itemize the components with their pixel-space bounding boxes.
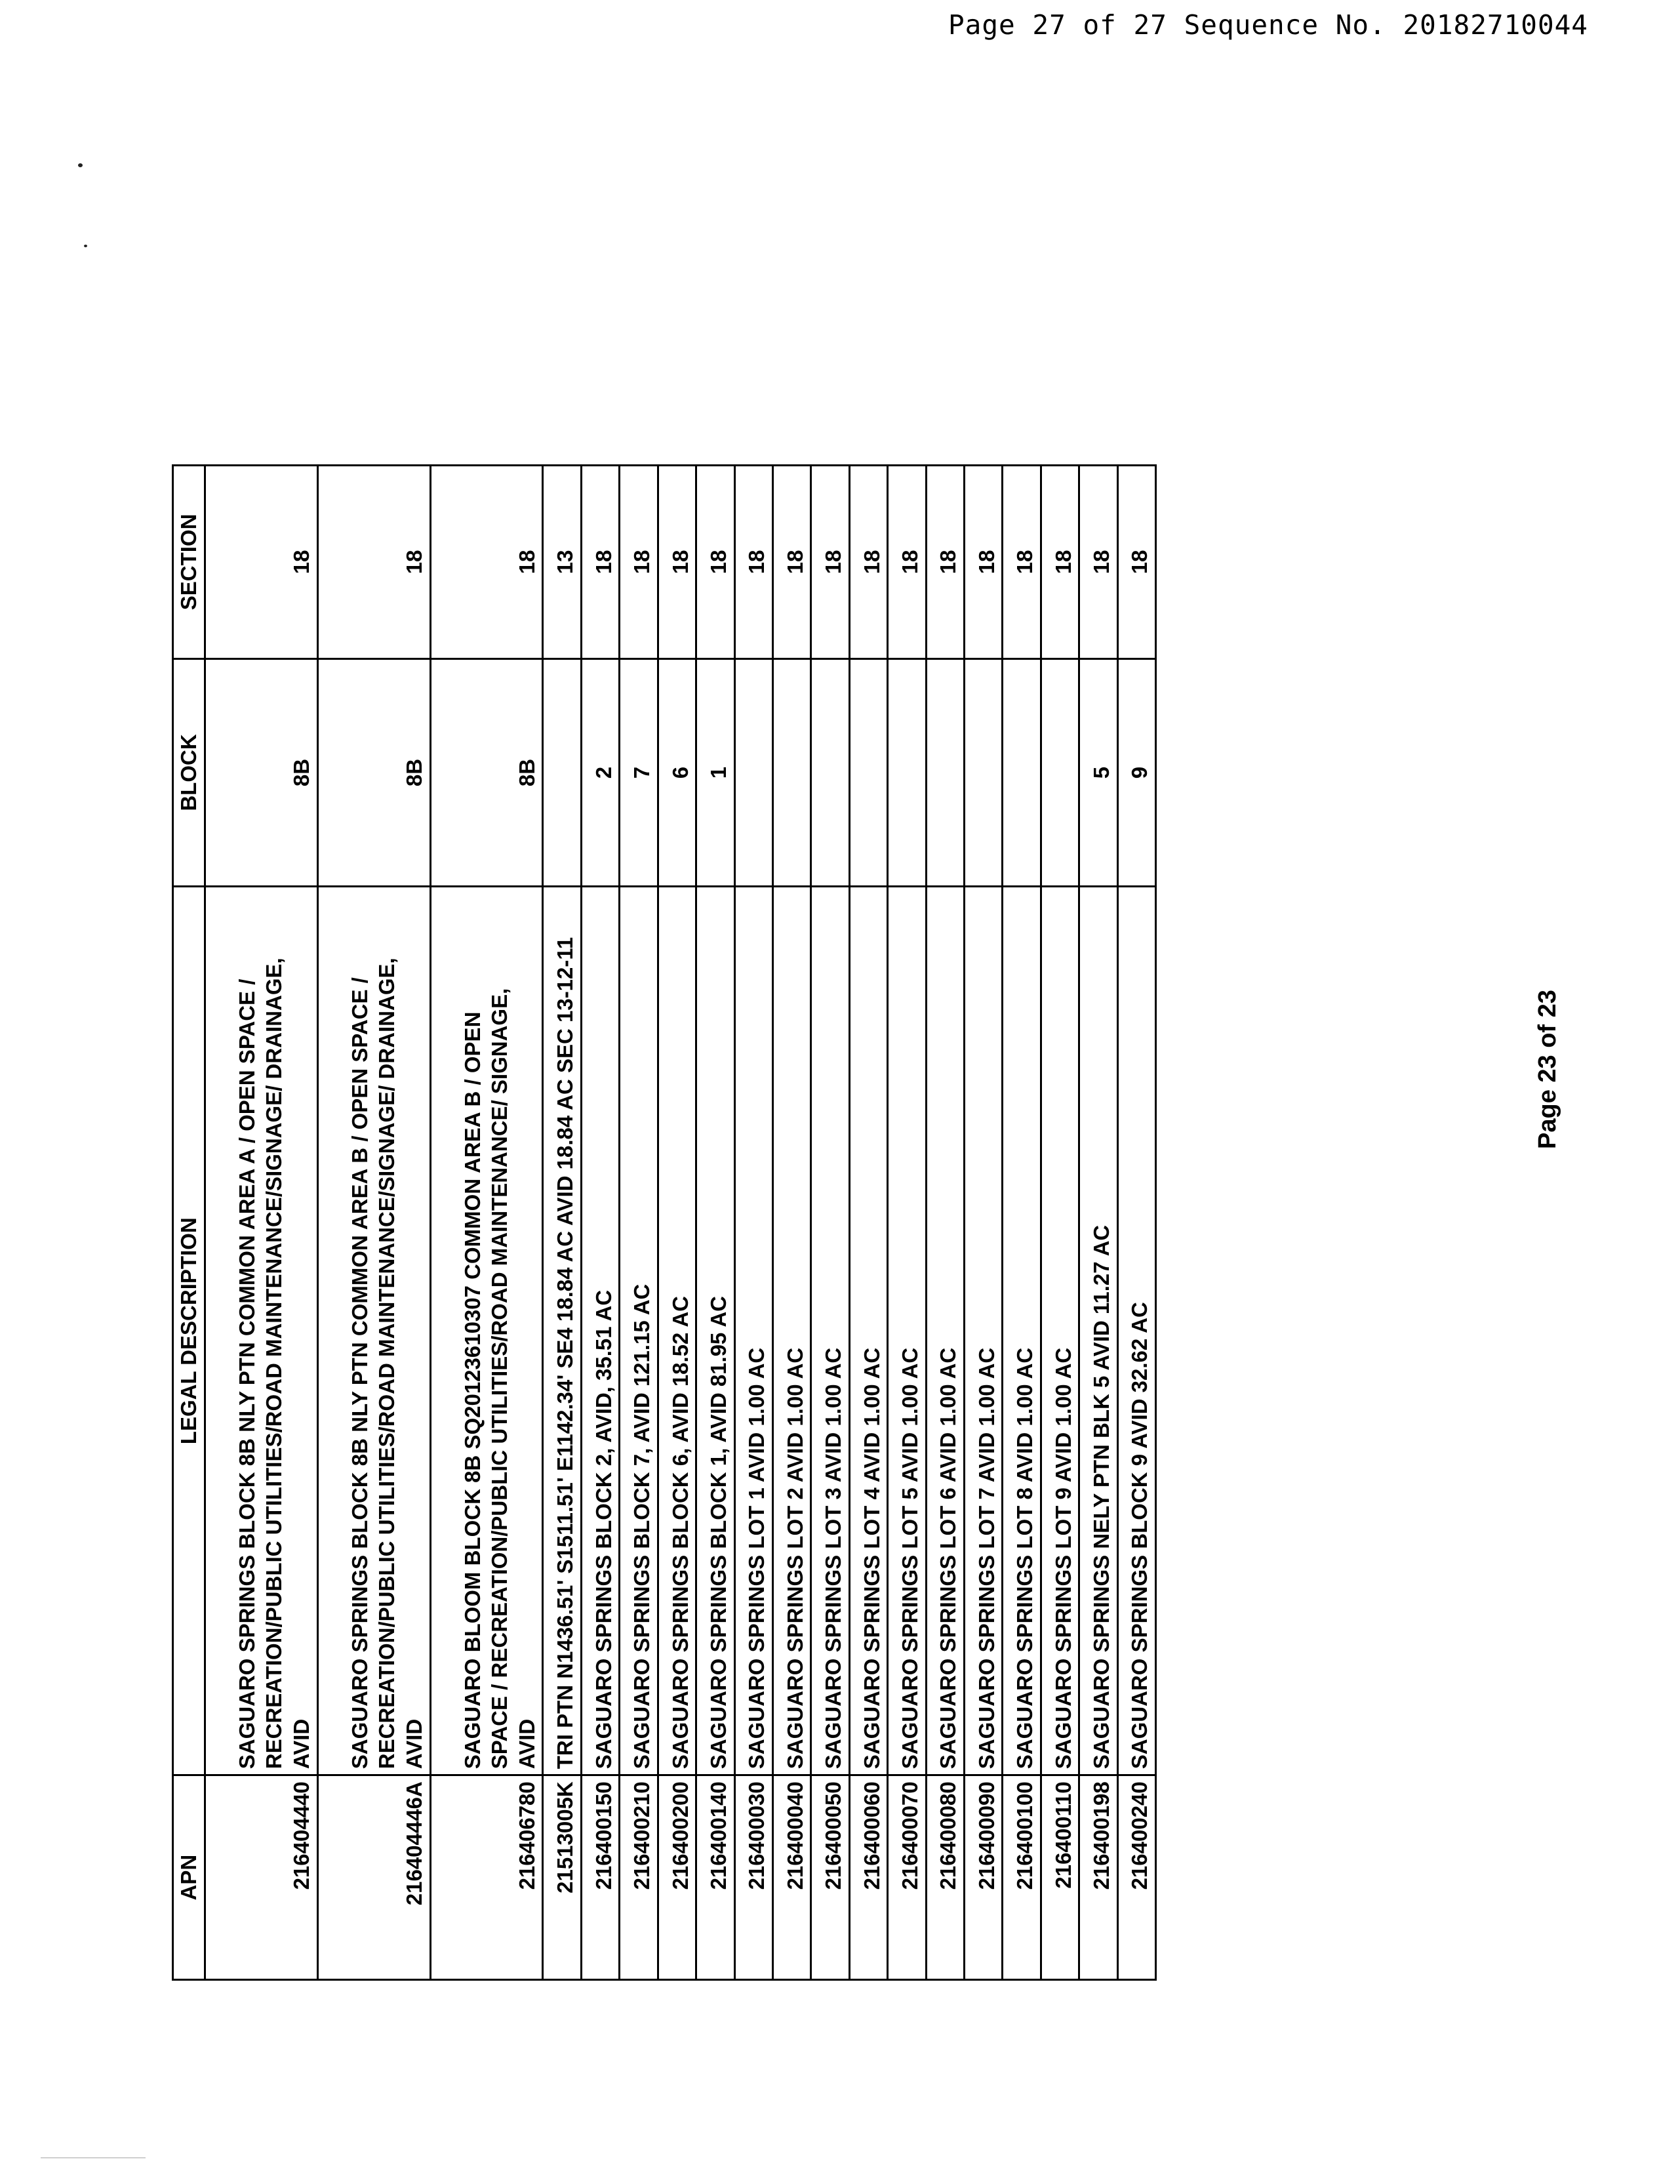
section-cell: 18 — [811, 466, 849, 659]
block-cell — [1041, 658, 1079, 887]
section-cell: 18 — [888, 466, 926, 659]
legal-description-line: SAGUARO SPRINGS BLOCK 9 AVID 32.62 AC — [1127, 1302, 1152, 1769]
section-cell: 13 — [543, 466, 581, 659]
column-header-section: SECTION — [173, 466, 205, 659]
legal-description-line: SAGUARO SPRINGS LOT 5 AVID 1.00 AC — [897, 1347, 922, 1769]
section-cell: 18 — [430, 466, 543, 659]
apn-cell: 216400080 — [926, 1775, 964, 1980]
apn-cell: 216400198 — [1079, 1775, 1117, 1980]
parcel-table — [172, 464, 1157, 1981]
apn-cell: 216404440 — [205, 1775, 317, 1980]
section-cell: 18 — [205, 466, 317, 659]
legal-description-line: SPACE / RECREATION/PUBLIC UTILITIES/ROAD MAINTENANCE/ SIGNAGE, — [487, 988, 512, 1769]
legal-description-line: AVID — [289, 1718, 313, 1769]
section-cell: 18 — [926, 466, 964, 659]
block-cell: 7 — [620, 658, 658, 887]
legal-description-line: SAGUARO SPRINGS LOT 8 AVID 1.00 AC — [1012, 1347, 1037, 1769]
section-cell: 18 — [317, 466, 430, 659]
apn-cell: 216400100 — [1003, 1775, 1041, 1980]
apn-cell: 21513005K — [543, 1775, 581, 1980]
table-row — [964, 466, 1002, 1980]
legal-description-line: TRI PTN N1436.51' S1511.51' E1142.34' SE4 18.84 AC AVID 18.84 AC SEC 13-12-11 — [553, 937, 578, 1769]
legal-description-line: SAGUARO SPRINGS LOT 3 AVID 1.00 AC — [821, 1347, 846, 1769]
parcel-table-rotated — [172, 464, 1157, 1981]
table-row — [1079, 466, 1117, 1980]
apn-cell: 216400150 — [581, 1775, 619, 1980]
table-row — [430, 466, 543, 1980]
legal-description-line: RECREATION/PUBLIC UTILITIES/ROAD MAINTENANCE/SIGNAGE/ DRAINAGE, — [374, 958, 399, 1769]
apn-cell: 216400030 — [734, 1775, 772, 1980]
section-cell: 18 — [964, 466, 1002, 659]
block-cell: 6 — [658, 658, 696, 887]
legal-description-line: SAGUARO SPRINGS LOT 9 AVID 1.00 AC — [1050, 1347, 1075, 1769]
legal-description-line: SAGUARO SPRINGS LOT 4 AVID 1.00 AC — [859, 1347, 884, 1769]
block-cell — [849, 658, 887, 887]
legal-description-cell — [1041, 887, 1079, 1775]
legal-description-line: SAGUARO SPRINGS LOT 7 AVID 1.00 AC — [974, 1347, 999, 1769]
apn-cell: 216400040 — [772, 1775, 810, 1980]
table-row — [620, 466, 658, 1980]
block-cell — [734, 658, 772, 887]
block-cell: 8B — [317, 658, 430, 887]
apn-cell: 216404446A — [317, 1775, 430, 1980]
block-cell — [811, 658, 849, 887]
legal-description-cell — [1117, 887, 1155, 1775]
legal-description-cell — [543, 887, 581, 1775]
table-row — [849, 466, 887, 1980]
legal-description-line: AVID — [514, 1718, 539, 1769]
apn-cell: 216400110 — [1041, 1775, 1079, 1980]
table-row — [1041, 466, 1079, 1980]
legal-description-cell — [1003, 887, 1041, 1775]
apn-cell: 216400200 — [658, 1775, 696, 1980]
legal-description-cell — [696, 887, 734, 1775]
legal-description-cell — [205, 887, 317, 1775]
scan-speck — [78, 163, 83, 167]
column-header-block: BLOCK — [173, 658, 205, 887]
block-cell — [964, 658, 1002, 887]
legal-description-line: SAGUARO SPRINGS BLOCK 8B NLY PTN COMMON AREA B / OPEN SPACE / — [347, 977, 372, 1769]
legal-description-cell — [772, 887, 810, 1775]
apn-cell: 216400050 — [811, 1775, 849, 1980]
block-cell: 1 — [696, 658, 734, 887]
table-row — [205, 466, 317, 1980]
block-cell: 5 — [1079, 658, 1117, 887]
page-number-footer: Page 23 of 23 — [1534, 990, 1561, 1149]
legal-description-cell — [1079, 887, 1117, 1775]
apn-cell: 216400140 — [696, 1775, 734, 1980]
legal-description-cell — [317, 887, 430, 1775]
apn-cell: 216406780 — [430, 1775, 543, 1980]
section-cell: 18 — [696, 466, 734, 659]
section-cell: 18 — [849, 466, 887, 659]
legal-description-line: SAGUARO SPRINGS NELY PTN BLK 5 AVID 11.27 AC — [1089, 1224, 1113, 1769]
apn-cell: 216400210 — [620, 1775, 658, 1980]
block-cell: 8B — [205, 658, 317, 887]
section-cell: 18 — [772, 466, 810, 659]
legal-description-line: SAGUARO SPRINGS BLOCK 8B NLY PTN COMMON AREA A / OPEN SPACE / — [234, 979, 259, 1769]
table-row — [696, 466, 734, 1980]
section-cell: 18 — [620, 466, 658, 659]
section-cell: 18 — [1079, 466, 1117, 659]
legal-description-line: AVID — [401, 1718, 426, 1769]
table-row — [1117, 466, 1155, 1980]
section-cell: 18 — [658, 466, 696, 659]
table-row — [581, 466, 619, 1980]
column-header-apn: APN — [173, 1775, 205, 1980]
section-cell: 18 — [734, 466, 772, 659]
section-cell: 18 — [1117, 466, 1155, 659]
block-cell: 9 — [1117, 658, 1155, 887]
block-cell — [926, 658, 964, 887]
legal-description-line: SAGUARO SPRINGS LOT 2 AVID 1.00 AC — [782, 1347, 807, 1769]
table-row — [772, 466, 810, 1980]
apn-cell: 216400090 — [964, 1775, 1002, 1980]
legal-description-cell — [926, 887, 964, 1775]
block-cell — [1003, 658, 1041, 887]
legal-description-cell — [888, 887, 926, 1775]
legal-description-cell — [581, 887, 619, 1775]
table-row — [658, 466, 696, 1980]
legal-description-line: SAGUARO SPRINGS BLOCK 7, AVID 121.15 AC — [630, 1284, 654, 1769]
column-header-legal-description: LEGAL DESCRIPTION — [173, 887, 205, 1775]
block-cell — [772, 658, 810, 887]
table-row — [734, 466, 772, 1980]
apn-cell: 216400060 — [849, 1775, 887, 1980]
section-cell: 18 — [581, 466, 619, 659]
section-cell: 18 — [1003, 466, 1041, 659]
block-cell — [888, 658, 926, 887]
table-row — [811, 466, 849, 1980]
block-cell: 2 — [581, 658, 619, 887]
legal-description-cell — [811, 887, 849, 1775]
table-header-row — [173, 466, 205, 1980]
table-row — [888, 466, 926, 1980]
table-body — [205, 466, 1155, 1980]
legal-description-cell — [734, 887, 772, 1775]
section-cell: 18 — [1041, 466, 1079, 659]
legal-description-line: SAGUARO SPRINGS BLOCK 1, AVID 81.95 AC — [706, 1295, 730, 1769]
apn-cell: 216400070 — [888, 1775, 926, 1980]
legal-description-cell — [658, 887, 696, 1775]
legal-description-cell — [620, 887, 658, 1775]
legal-description-line: SAGUARO SPRINGS LOT 1 AVID 1.00 AC — [744, 1347, 769, 1769]
scan-speck — [84, 245, 87, 247]
legal-description-line: RECREATION/PUBLIC UTILITIES/ROAD MAINTENANCE/SIGNAGE/ DRAINAGE, — [262, 958, 287, 1769]
legal-description-cell — [849, 887, 887, 1775]
scan-artifact — [41, 2157, 146, 2158]
legal-description-line: SAGUARO SPRINGS BLOCK 6, AVID 18.52 AC — [668, 1295, 692, 1769]
block-cell: 8B — [430, 658, 543, 887]
legal-description-line: SAGUARO SPRINGS BLOCK 2, AVID, 35.51 AC — [591, 1289, 616, 1769]
table-row — [1003, 466, 1041, 1980]
legal-description-line: SAGUARO SPRINGS LOT 6 AVID 1.00 AC — [936, 1347, 961, 1769]
page-sequence-header: Page 27 of 27 Sequence No. 20182710044 — [948, 9, 1588, 41]
apn-cell: 216400240 — [1117, 1775, 1155, 1980]
legal-description-cell — [964, 887, 1002, 1775]
table-row — [543, 466, 581, 1980]
table-row — [926, 466, 964, 1980]
legal-description-cell — [430, 887, 543, 1775]
table-row — [317, 466, 430, 1980]
block-cell — [543, 658, 581, 887]
legal-description-line: SAGUARO BLOOM BLOCK 8B SQ20123610307 COMMON AREA B / OPEN — [460, 1011, 485, 1769]
